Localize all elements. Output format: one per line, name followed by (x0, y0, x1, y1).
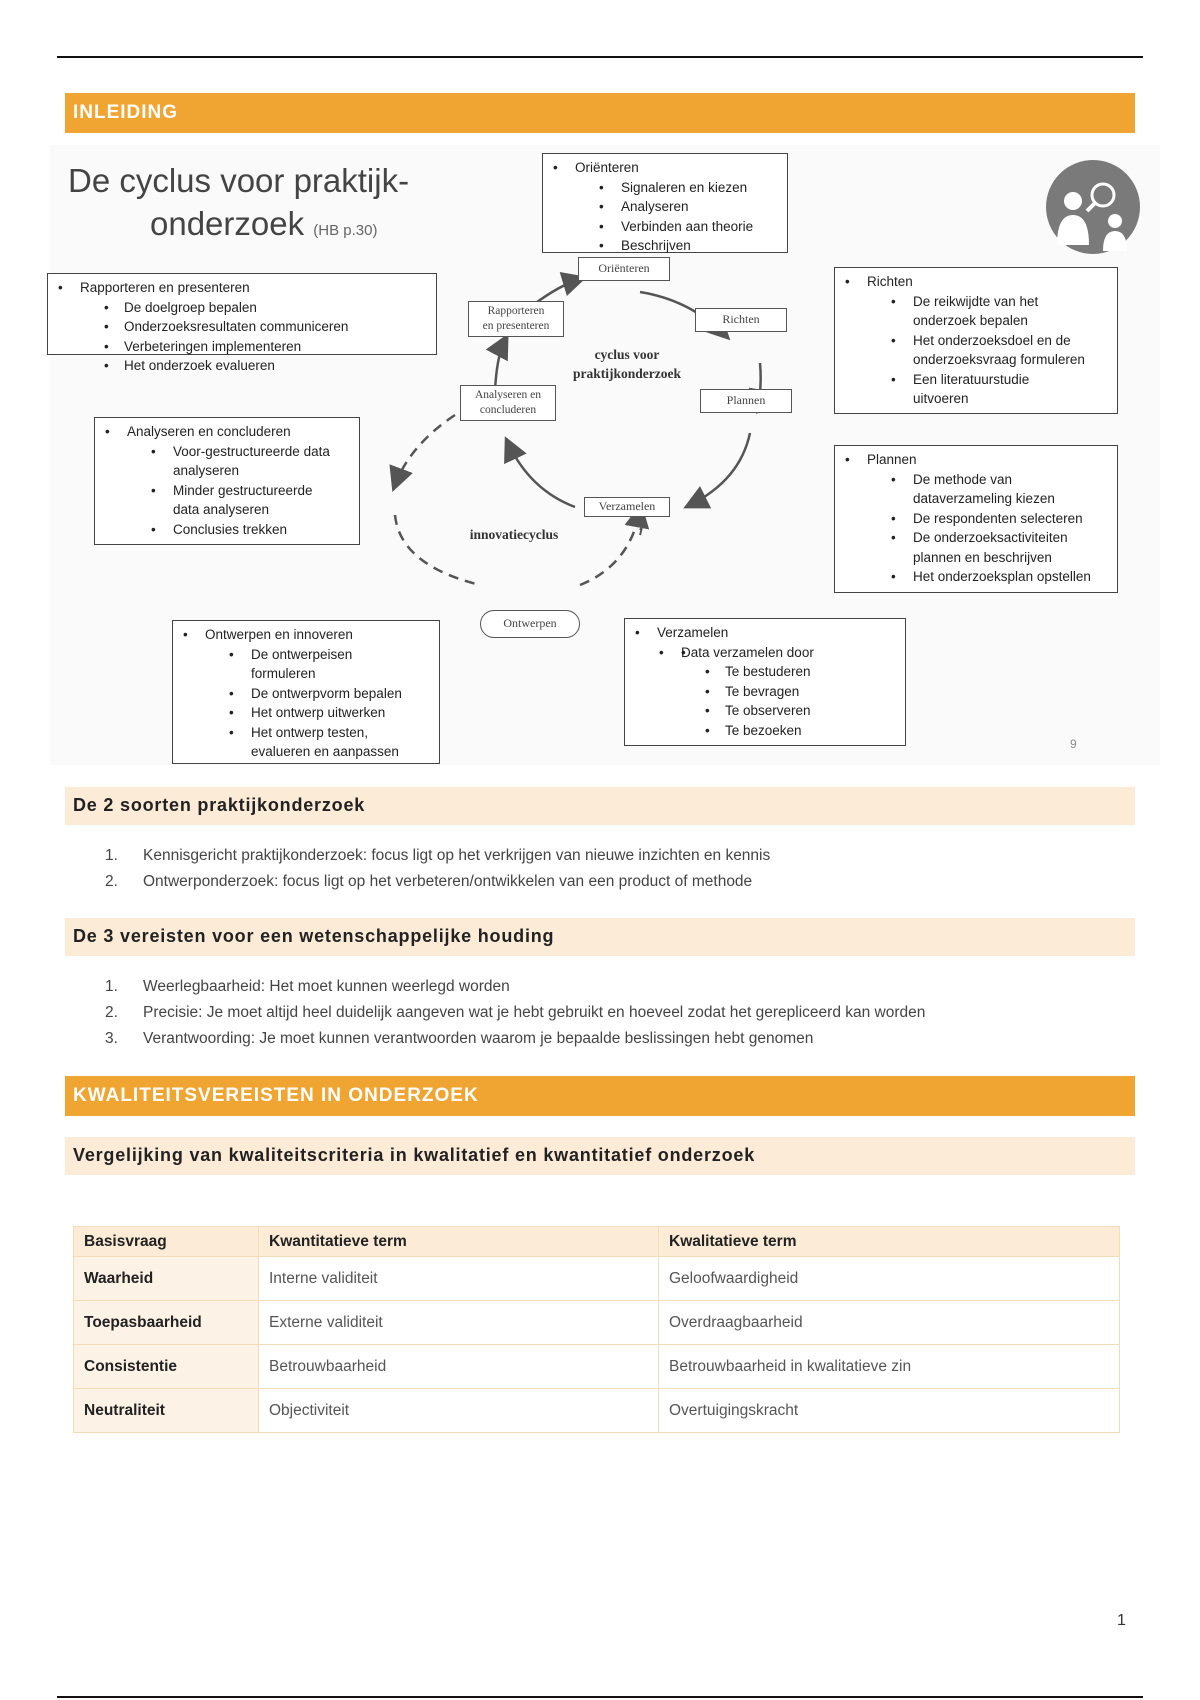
section-heading-kwaliteitsvereisten: KWALITEITSVEREISTEN IN ONDERZOEK (65, 1076, 1135, 1116)
box-ontwerpen-head: • Ontwerpen en innoveren (181, 625, 431, 645)
slide-number: 9 (1070, 737, 1077, 751)
box-verzamelen-item: • Te bevragen (633, 682, 897, 702)
list-item-num: 2. (105, 873, 118, 890)
box-verzamelen-head: • Verzamelen (633, 623, 897, 643)
list-item-text: Precisie: Je moet altijd heel duidelijk aangeven wat je hebt gebruikt en hoeveel zodat het gerepliceerd kan worden (143, 1004, 926, 1021)
box-rapporteren-item: • Onderzoeksresultaten communiceren (56, 317, 428, 337)
list-item (105, 974, 925, 1000)
cycle-center-bottom: praktijkonderzoek (573, 366, 681, 381)
box-richten-item: • De reikwijdte van het (843, 292, 1109, 312)
list-item (105, 1026, 925, 1052)
table-cell: Externe validiteit (259, 1301, 659, 1345)
node-orienteren: Oriënteren (578, 257, 670, 281)
table-cell: Interne validiteit (259, 1257, 659, 1301)
bottom-rule (57, 1696, 1143, 1698)
node-rapporteren (468, 301, 564, 337)
box-orienteren-item: • Verbinden aan theorie (551, 217, 779, 237)
table-cell: Overtuigingskracht (659, 1389, 1120, 1433)
box-richten-head: • Richten (843, 272, 1109, 292)
node-analyseren (460, 385, 556, 421)
box-plannen (834, 445, 1118, 593)
table-cell-key: Consistentie (74, 1345, 259, 1389)
box-analyseren-item: • Conclusies trekken (103, 520, 351, 540)
table-row (74, 1345, 1120, 1389)
list-item-num: 3. (105, 1030, 118, 1047)
table-header-row (74, 1227, 1120, 1257)
slide-title-line2: onderzoek (150, 205, 305, 242)
table-cell: Geloofwaardigheid (659, 1257, 1120, 1301)
box-orienteren-item: • Analyseren (551, 197, 779, 217)
table-cell: Betrouwbaarheid in kwalitatieve zin (659, 1345, 1120, 1389)
box-analyseren-head: • Analyseren en concluderen (103, 422, 351, 442)
table-cell-key: Toepasbaarheid (74, 1301, 259, 1345)
list-item-num: 2. (105, 1004, 118, 1021)
box-ontwerpen-item: • De ontwerpeisen (181, 645, 431, 665)
table-header: Kwantitatieve term (259, 1227, 659, 1257)
vereisten-list (105, 974, 925, 1052)
box-richten (834, 267, 1118, 414)
innovation-cycle-label: innovatiecyclus (469, 527, 559, 542)
table-cell-key: Waarheid (74, 1257, 259, 1301)
list-item-text: Verantwoording: Je moet kunnen verantwoorden waarom je bepaalde beslissingen hebt genomen (143, 1030, 814, 1047)
section-heading-vergelijking: Vergelijking van kwaliteitscriteria in kwalitatief en kwantitatief onderzoek (65, 1137, 1135, 1175)
box-orienteren-item: • Signaleren en kiezen (551, 178, 779, 198)
box-ontwerpen (172, 620, 440, 764)
node-plannen: Plannen (700, 389, 792, 413)
node-richten: Richten (695, 308, 787, 332)
cycle-center-top: cyclus voor (594, 347, 660, 362)
table-cell: Overdraagbaarheid (659, 1301, 1120, 1345)
section-heading-inleiding: INLEIDING (65, 93, 1135, 133)
box-plannen-item: • De respondenten selecteren (843, 509, 1109, 529)
box-plannen-item-cont: dataverzameling kiezen (913, 491, 1055, 506)
node-analyseren-line2: concluderen (479, 404, 537, 416)
table-row (74, 1257, 1120, 1301)
box-plannen-item: • Het onderzoeksplan opstellen (843, 567, 1109, 587)
node-rapporteren-line2: en presenteren (482, 320, 550, 332)
table-cell-key: Neutraliteit (74, 1389, 259, 1433)
box-richten-item-cont: onderzoeksvraag formuleren (913, 352, 1085, 367)
box-verzamelen-sub-text: Data verzamelen door (681, 644, 814, 660)
box-analyseren-item: • Minder gestructureerde (103, 481, 351, 501)
box-rapporteren (47, 273, 437, 373)
box-orienteren-head: • Oriënteren (551, 158, 779, 178)
list-item-num: 1. (105, 847, 118, 864)
box-plannen-item: • De onderzoeksactiviteiten (843, 528, 1109, 548)
table-header: Basisvraag (74, 1227, 259, 1257)
list-item-text: Kennisgericht praktijkonderzoek: focus ligt op het verkrijgen van nieuwe inzichten en kennis (143, 847, 771, 864)
box-verzamelen (624, 618, 906, 746)
cycle-center-label (562, 345, 692, 383)
box-plannen-head: • Plannen (843, 450, 1109, 470)
box-plannen-item-cont: plannen en beschrijven (913, 549, 1052, 565)
slide-title-line1: De cyclus voor praktijk- (68, 162, 410, 199)
top-rule (57, 56, 1143, 58)
box-ontwerpen-item: • Het ontwerp testen, (181, 723, 431, 743)
table-row (74, 1389, 1120, 1433)
table-cell: Objectiviteit (259, 1389, 659, 1433)
list-item (105, 843, 770, 869)
box-rapporteren-item: • Het onderzoek evalueren (56, 356, 428, 376)
box-verzamelen-item: • Te bestuderen (633, 662, 897, 682)
quality-criteria-table (73, 1226, 1120, 1433)
list-item-text: Ontwerponderzoek: focus ligt op het verbeteren/ontwikkelen van een product of methode (143, 873, 753, 890)
page-number: 1 (1117, 1612, 1126, 1629)
node-rapporteren-line1: Rapporteren (487, 305, 545, 317)
section-heading-soorten: De 2 soorten praktijkonderzoek (65, 787, 1135, 825)
table-cell: Betrouwbaarheid (259, 1345, 659, 1389)
box-richten-item-cont: uitvoeren (913, 391, 969, 406)
list-item-num: 1. (105, 978, 118, 995)
box-analyseren-item-cont: data analyseren (173, 502, 270, 517)
box-verzamelen-item: • Te bezoeken (633, 721, 897, 741)
box-plannen-item: • De methode van (843, 470, 1109, 490)
list-item-text: Weerlegbaarheid: Het moet kunnen weerlegd worden (143, 978, 510, 995)
node-verzamelen: Verzamelen (584, 497, 670, 517)
box-ontwerpen-item-cont: formuleren (251, 666, 316, 681)
box-analyseren-item: • Voor-gestructureerde data (103, 442, 351, 462)
box-analyseren-item-cont: analyseren (173, 463, 240, 478)
section-heading-vereisten: De 3 vereisten voor een wetenschappelijke houding (65, 918, 1135, 956)
box-rapporteren-item: • Verbeteringen implementeren (56, 337, 428, 357)
box-verzamelen-sub: • • Data verzamelen door (633, 643, 897, 663)
list-item (105, 1000, 925, 1026)
node-analyseren-line1: Analyseren en (474, 389, 542, 401)
box-rapporteren-head: • Rapporteren en presenteren (56, 278, 428, 298)
box-richten-item: • Het onderzoeksdoel en de (843, 331, 1109, 351)
box-analyseren (94, 417, 360, 545)
box-richten-item: • Een literatuurstudie (843, 370, 1109, 390)
box-ontwerpen-item: • De ontwerpvorm bepalen (181, 684, 431, 704)
box-rapporteren-item: • De doelgroep bepalen (56, 298, 428, 318)
soorten-list (105, 843, 770, 895)
slide-title-ref: (HB p.30) (313, 222, 378, 239)
table-row (74, 1301, 1120, 1345)
box-orienteren-item: • Beschrijven (551, 236, 779, 256)
cycle-slide (50, 145, 1160, 765)
box-verzamelen-item: • Te observeren (633, 701, 897, 721)
box-ontwerpen-item-cont: evalueren en aanpassen (251, 744, 399, 759)
box-ontwerpen-item: • Het ontwerp uitwerken (181, 703, 431, 723)
node-ontwerpen: Ontwerpen (480, 610, 580, 638)
box-orienteren (542, 153, 788, 253)
box-richten-item-cont: onderzoek bepalen (913, 313, 1028, 328)
table-header: Kwalitatieve term (659, 1227, 1120, 1257)
list-item (105, 869, 770, 895)
